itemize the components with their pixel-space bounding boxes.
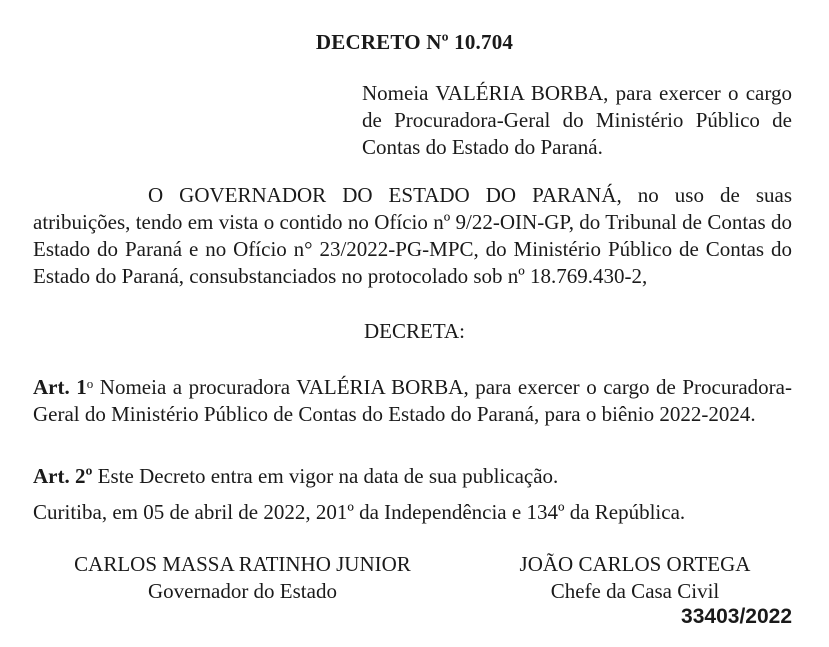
decreta-heading: DECRETA: — [364, 319, 465, 343]
signature-role: Chefe da Casa Civil — [550, 579, 720, 603]
decree-title: DECRETO Nº 10.704 — [315, 30, 514, 54]
article-2 — [33, 463, 792, 490]
article-1-label: Art. 1 — [33, 375, 87, 399]
decree-dateline: Curitiba, em 05 de abril de 2022, 201º da Independência e 134º da República. — [33, 500, 686, 524]
signature-chief-of-staff — [470, 551, 800, 605]
publication-code: 33403/2022 — [681, 605, 792, 628]
signature-governor — [40, 551, 445, 605]
preamble-text: O GOVERNADOR DO ESTADO DO PARANÁ, no uso de suas atribuições, tendo em vista o contido no Ofício nº 9/22-OIN-GP, do Tribunal de Contas do Estado do Paraná e no Ofício n° 23/2022-PG-MPC, do Ministério Público de Contas do Estado do Paraná, consubstanciados no protocolado sob nº 18.769.430-2, — [33, 183, 792, 288]
article-2-text: Este Decreto entra em vigor na data de sua publicação. — [92, 464, 559, 488]
signature-name: CARLOS MASSA RATINHO JUNIOR — [74, 552, 411, 576]
article-2-label: Art. 2º — [33, 464, 93, 488]
article-1-text: Nomeia a procuradora VALÉRIA BORBA, para exercer o cargo de Procuradora-Geral do Ministério Público de Contas do Estado do Paraná, para o biênio 2022-2024. — [33, 375, 792, 426]
article-1 — [33, 374, 792, 428]
signature-role: Governador do Estado — [148, 579, 337, 603]
article-1-ordinal: o — [86, 376, 94, 391]
signature-name: JOÃO CARLOS ORTEGA — [519, 552, 751, 576]
decree-preamble — [33, 182, 792, 290]
decree-summary: Nomeia VALÉRIA BORBA, para exercer o cargo de Procuradora-Geral do Ministério Público de Contas do Estado do Paraná. — [362, 81, 792, 159]
